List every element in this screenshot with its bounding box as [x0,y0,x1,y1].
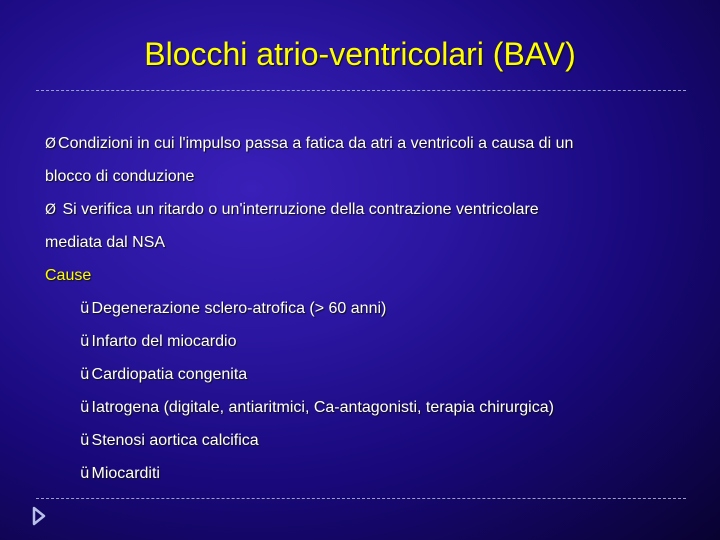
cause-text: Cardiopatia congenita [91,366,248,383]
checkmark-icon: ü [80,398,90,416]
point-2-line-1 [45,193,685,226]
causes-heading: Cause [45,267,92,284]
cause-item [45,325,685,358]
point-1-text: Condizioni in cui l'impulso passa a fatica da atri a ventricoli a causa di un [58,135,574,152]
checkmark-icon: ü [80,332,90,350]
next-slide-arrow-icon[interactable] [32,506,46,526]
bottom-divider [36,498,686,499]
cause-text: Iatrogena (digitale, antiaritmici, Ca-antagonisti, terapia chirurgica) [91,399,554,416]
cause-item [45,391,685,424]
cause-item [45,358,685,391]
cause-item [45,424,685,457]
cause-item [45,292,685,325]
point-1-line-2: blocco di conduzione [45,168,195,185]
arrow-bullet-icon: Ø [45,136,57,152]
checkmark-icon: ü [80,464,90,482]
checkmark-icon: ü [80,365,90,383]
top-divider [36,90,686,91]
cause-text: Miocarditi [91,465,160,482]
cause-text: Infarto del miocardio [91,333,237,350]
slide-title: Blocchi atrio-ventricolari (BAV) [144,36,576,72]
point-2-line-2: mediata dal NSA [45,234,166,251]
cause-text: Stenosi aortica calcifica [91,432,259,449]
checkmark-icon: ü [80,299,90,317]
point-2-text: Si verifica un ritardo o un'interruzione della contrazione ventricolare [58,201,539,218]
arrow-bullet-icon: Ø [45,202,57,218]
cause-text: Degenerazione sclero-atrofica (> 60 anni) [91,300,387,317]
point-1-line-1 [45,127,685,160]
slide-body [45,127,685,490]
cause-item [45,457,685,490]
checkmark-icon: ü [80,431,90,449]
